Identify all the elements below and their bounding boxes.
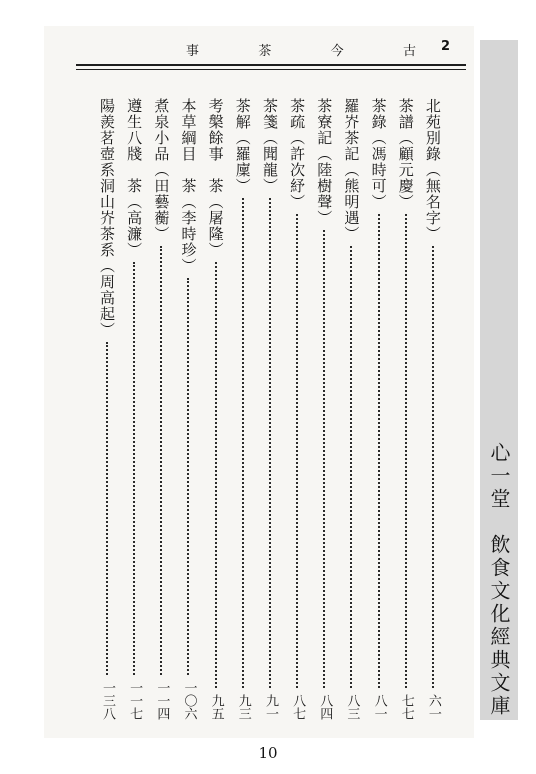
toc-dot-leader [187, 278, 189, 675]
toc-entry [123, 98, 145, 720]
toc-entry [177, 98, 199, 720]
toc-entry-title: 煮泉小品（田藝蘅） [152, 98, 171, 242]
toc-dot-leader [350, 246, 352, 688]
toc-entry [368, 98, 390, 720]
toc-dot-leader [215, 262, 217, 688]
toc-entry-title: 本草綱目 茶（李時珍） [179, 98, 198, 274]
toc-dot-leader [160, 246, 162, 675]
toc-entry-title: 考槃餘事 茶（屠隆） [206, 98, 225, 258]
toc-entry-page: 一三八 [100, 681, 115, 720]
toc-entry-title: 羅岕茶記（熊明遇） [342, 98, 361, 242]
toc-entry-page: 六一 [425, 694, 441, 720]
toc-entry-page: 八四 [317, 694, 333, 720]
toc-entry [286, 98, 308, 720]
header-rule-thick [76, 64, 466, 66]
toc-entry-title: 遵生八牋 茶（高濂） [125, 98, 144, 258]
running-header [76, 40, 466, 62]
toc-entry [150, 98, 172, 720]
toc-entry [259, 98, 281, 720]
toc-entry [232, 98, 254, 720]
header-title-char: 古 [402, 44, 416, 59]
toc-dot-leader [432, 246, 434, 688]
toc-entry-title: 茶箋（聞龍） [260, 98, 279, 194]
toc-entry-page: 九五 [208, 694, 224, 720]
toc-entry-page: 八七 [290, 694, 306, 720]
toc-entry-page: 九三 [235, 694, 251, 720]
toc-entry [395, 98, 417, 720]
toc-entry-page: 九一 [262, 694, 278, 720]
header-title-char: 茶 [258, 44, 272, 59]
toc-dot-leader [323, 230, 325, 688]
toc-entry-title: 茶寮記（陸樹聲） [315, 98, 334, 226]
toc-entry-title: 茶解（羅廩） [233, 98, 252, 194]
toc-dot-leader [269, 198, 271, 688]
toc-entry [422, 98, 444, 720]
toc-entry [205, 98, 227, 720]
toc-dot-leader [133, 262, 135, 675]
folio-page-number: 10 [258, 744, 278, 762]
toc-entry [96, 98, 118, 720]
series-side-band [480, 40, 518, 720]
table-of-contents [96, 98, 444, 720]
toc-entry-page: 一一七 [127, 681, 143, 720]
toc-dot-leader [405, 214, 407, 688]
toc-entry-title: 茶譜（顧元慶） [396, 98, 415, 210]
toc-entry [340, 98, 362, 720]
series-title: 心一堂 飲食文化經典文庫 [487, 442, 511, 718]
toc-entry-title: 陽羨茗壺系洞山岕茶系（周高起） [98, 98, 116, 338]
toc-dot-leader [296, 214, 298, 688]
toc-entry-page: 一〇六 [181, 681, 197, 720]
toc-entry-page: 一一四 [154, 681, 170, 720]
toc-entry-title: 茶錄（馮時可） [369, 98, 388, 210]
toc-dot-leader [242, 198, 244, 688]
toc-dot-leader [106, 342, 108, 675]
toc-entry-title: 北苑別錄（無名字） [423, 98, 442, 242]
toc-dot-leader [378, 214, 380, 688]
toc-entry-title: 茶疏（許次紓） [288, 98, 307, 210]
header-rule-thin [76, 69, 466, 70]
header-page-number: 2 [440, 39, 450, 54]
header-title [186, 40, 416, 59]
header-title-char: 事 [186, 44, 200, 59]
toc-entry [313, 98, 335, 720]
toc-entry-page: 八三 [344, 694, 360, 720]
toc-entry-page: 八一 [371, 694, 387, 720]
header-title-char: 今 [330, 44, 344, 59]
toc-entry-page: 七七 [398, 694, 414, 720]
